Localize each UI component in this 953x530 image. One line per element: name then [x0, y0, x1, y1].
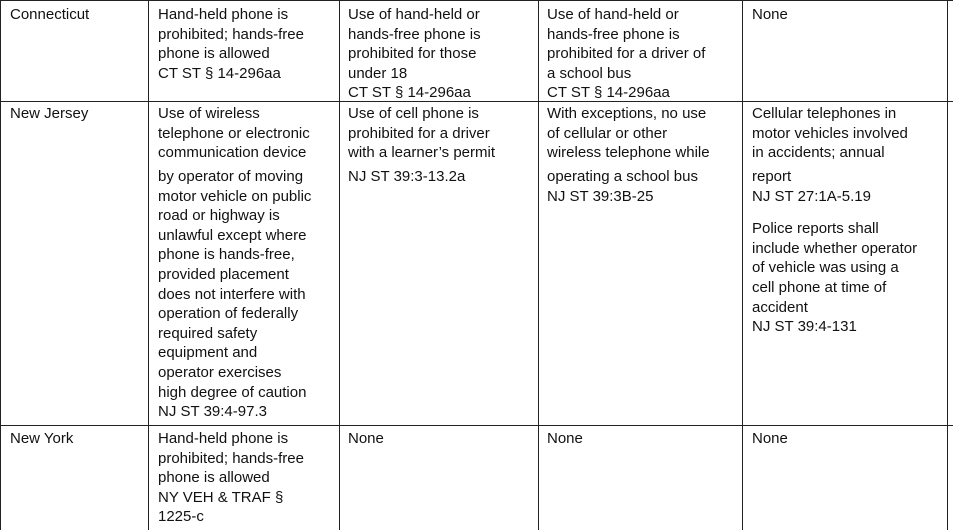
cell-line: accident — [752, 298, 808, 316]
cell-line: Hand-held phone is — [158, 6, 289, 23]
table-border-top — [0, 0, 953, 1]
cell-line: Use of hand-held or — [348, 6, 480, 23]
cell-line: NJ ST 39:4-131 — [752, 318, 857, 336]
cell-line: under 18 — [348, 64, 408, 82]
cell-line: communication device — [158, 144, 307, 162]
cell-line: report — [752, 168, 792, 185]
young-driver-law-cell-continued — [348, 167, 465, 187]
cell-line: NJ ST 39:3B-25 — [547, 187, 654, 205]
cell-line: cell phone at time of — [752, 278, 887, 296]
cell-line: Police reports shall — [752, 220, 879, 238]
school-bus-law-cell — [547, 5, 705, 103]
reporting-law-cell — [752, 429, 788, 449]
column-divider-3 — [538, 0, 539, 530]
school-bus-law-cell — [547, 429, 583, 449]
reporting-law-cell-continued — [752, 167, 917, 337]
cell-line: road or highway is — [158, 207, 280, 225]
column-divider-4 — [742, 0, 743, 530]
cell-line: in accidents; annual — [752, 144, 885, 162]
cell-line: CT ST § 14-296aa — [348, 84, 471, 102]
state-name: New York — [10, 430, 74, 447]
reporting-law-cell — [752, 5, 788, 25]
state-cell — [10, 104, 88, 124]
state-name: Connecticut — [10, 6, 90, 23]
cell-line: does not interfere with — [158, 285, 306, 303]
handheld-law-cell-continued — [158, 167, 311, 422]
column-divider-1 — [148, 0, 149, 530]
cell-line: hands-free phone is — [547, 25, 680, 43]
cell-line: Use of hand-held or — [547, 6, 679, 23]
reporting-law-cell — [752, 104, 908, 163]
handheld-law-cell — [158, 5, 304, 83]
cell-line: NY VEH & TRAF § — [158, 488, 284, 506]
cell-line: Hand-held phone is — [158, 430, 289, 447]
cell-line: None — [547, 430, 583, 447]
cell-line: prohibited; hands-free — [158, 25, 304, 43]
cell-line: None — [348, 430, 384, 447]
young-driver-law-cell — [348, 5, 481, 103]
cell-line: provided placement — [158, 265, 289, 283]
cell-line: with a learner’s permit — [348, 144, 496, 162]
cell-line: CT ST § 14-296aa — [158, 64, 281, 82]
cell-line: motor vehicles involved — [752, 124, 908, 142]
cell-line: of cellular or other — [547, 124, 668, 142]
state-name: New Jersey — [10, 105, 89, 122]
column-divider-2 — [339, 0, 340, 530]
cell-line: prohibited for those — [348, 45, 477, 63]
cell-line: operation of federally — [158, 305, 299, 323]
cell-line: prohibited; hands-free — [158, 449, 304, 467]
cell-line: Use of cell phone is — [348, 105, 479, 122]
cell-line: required safety — [158, 324, 258, 342]
cell-line: motor vehicle on public — [158, 187, 312, 205]
cell-line: phone is allowed — [158, 45, 270, 63]
cell-line: telephone or electronic — [158, 124, 310, 142]
cell-line: phone is hands-free, — [158, 246, 295, 264]
cell-line: hands-free phone is — [348, 25, 481, 43]
cell-line: NJ ST 27:1A-5.19 — [752, 187, 871, 205]
cell-line: of vehicle was using a — [752, 259, 899, 277]
cell-line: 1225-c — [158, 508, 204, 526]
young-driver-law-cell — [348, 429, 384, 449]
cell-line: None — [752, 6, 788, 23]
cell-line: prohibited for a driver of — [547, 45, 706, 63]
cell-line: With exceptions, no use — [547, 105, 707, 122]
handheld-law-cell — [158, 429, 304, 527]
cell-line: include whether operator — [752, 239, 918, 257]
cell-line: unlawful except where — [158, 226, 307, 244]
table-border-left — [0, 0, 1, 530]
school-bus-law-cell-continued — [547, 167, 698, 206]
cell-line: wireless telephone while — [547, 144, 710, 162]
cell-line: None — [752, 430, 788, 447]
cell-line: CT ST § 14-296aa — [547, 84, 670, 102]
cell-line: a school bus — [547, 64, 632, 82]
cell-line: NJ ST 39:4-97.3 — [158, 403, 267, 421]
state-cell — [10, 429, 73, 449]
state-cell — [10, 5, 89, 25]
cell-line: Cellular telephones in — [752, 105, 897, 122]
school-bus-law-cell — [547, 104, 710, 163]
cell-line: equipment and — [158, 344, 258, 362]
table-border-right — [947, 0, 948, 530]
young-driver-law-cell — [348, 104, 495, 163]
cell-line: operating a school bus — [547, 168, 698, 185]
cell-line: high degree of caution — [158, 383, 307, 401]
cell-line: NJ ST 39:3-13.2a — [348, 168, 466, 185]
cell-line: by operator of moving — [158, 168, 304, 185]
cell-line: Use of wireless — [158, 105, 260, 122]
handheld-law-cell — [158, 104, 310, 163]
row-divider-2 — [0, 425, 953, 426]
cell-line: phone is allowed — [158, 469, 270, 487]
cell-line: prohibited for a driver — [348, 124, 490, 142]
cell-line: operator exercises — [158, 363, 282, 381]
